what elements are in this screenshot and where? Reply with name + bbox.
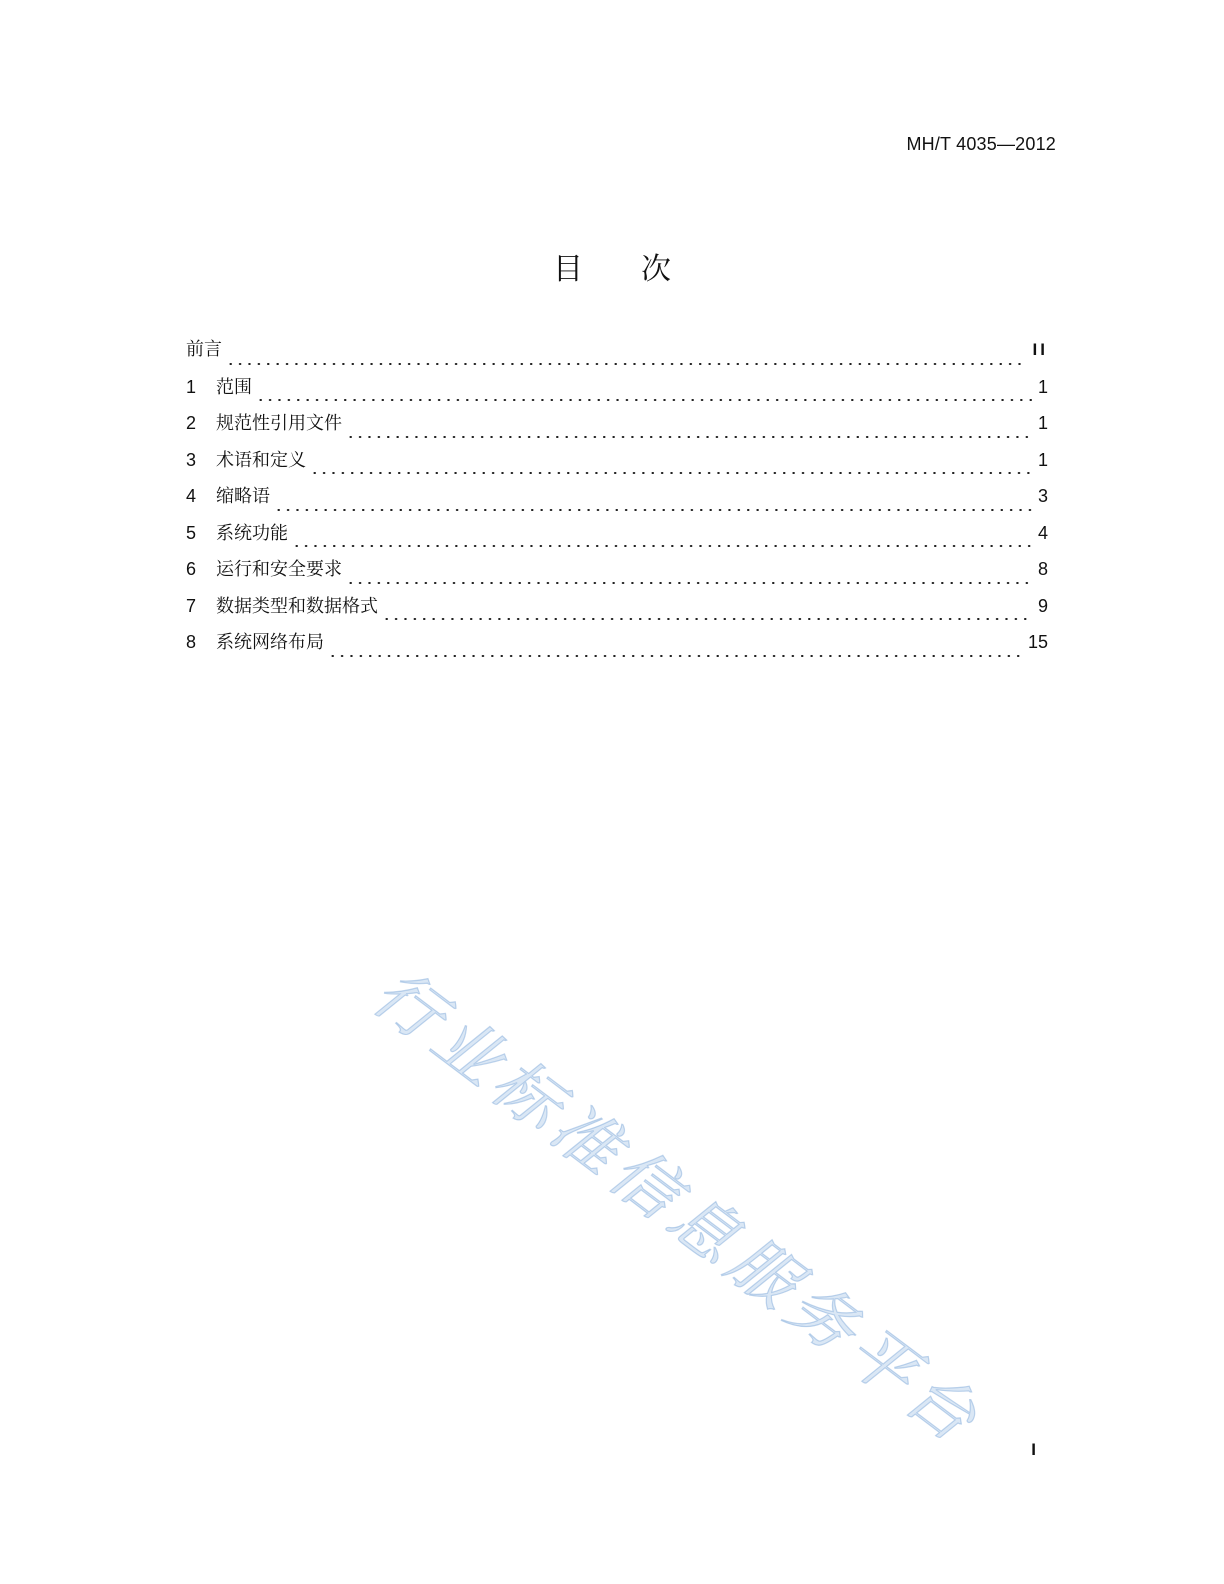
toc-entry-network-layout[interactable]	[186, 628, 1048, 665]
standard-code: MH/T 4035—2012	[906, 134, 1056, 154]
watermark: 行业标准信息服务平台	[358, 954, 997, 1462]
toc-entry-label: 术语和定义	[216, 449, 306, 471]
toc-entry-label: 运行和安全要求	[216, 559, 342, 580]
toc-leader-dots	[346, 436, 1032, 438]
toc-leader-dots	[226, 363, 1027, 365]
toc-entry-number: 4	[186, 486, 197, 506]
toc-entry-number: 6	[186, 559, 197, 579]
toc-entry-number: 1	[186, 376, 197, 397]
toc-entry-label: 缩略语	[216, 486, 270, 507]
toc-title: 目次	[553, 252, 729, 287]
toc-entry-page: II	[1032, 340, 1048, 359]
toc-entry-page: 9	[1037, 595, 1048, 616]
toc-entry-terms-definitions[interactable]	[186, 446, 1048, 483]
toc-entry-operation-security[interactable]	[186, 555, 1048, 592]
toc-entry-number: 5	[186, 522, 197, 543]
toc-entry-page: 3	[1037, 486, 1048, 506]
toc-entry-label: 系统功能	[216, 522, 288, 544]
toc-entry-scope[interactable]	[186, 373, 1048, 410]
toc-entry-data-types-formats[interactable]	[186, 592, 1048, 629]
toc-leader-dots	[328, 655, 1022, 657]
toc-entry-page: 15	[1027, 632, 1048, 652]
toc-entry-page: 1	[1037, 413, 1048, 433]
toc-entry-system-functions[interactable]	[186, 519, 1048, 556]
toc-entry-number: 3	[186, 449, 197, 470]
toc-entry-number: 8	[186, 632, 197, 652]
toc-entry-label: 前言	[186, 339, 222, 360]
toc-leader-dots	[346, 582, 1032, 584]
toc-entry-number: 2	[186, 413, 197, 433]
toc-entry-page: 4	[1037, 522, 1048, 543]
toc-entry-number: 7	[186, 595, 197, 616]
toc-leader-dots	[292, 545, 1032, 547]
toc-entry-abbreviations[interactable]	[186, 482, 1048, 519]
page-number: I	[1031, 1440, 1036, 1459]
toc-entry-page: 1	[1037, 376, 1048, 397]
toc-entry-label: 范围	[216, 376, 252, 398]
toc-entry-label: 规范性引用文件	[216, 413, 342, 434]
toc-entry-normative-references[interactable]	[186, 409, 1048, 446]
toc-entry-label: 系统网络布局	[216, 632, 324, 653]
toc-leader-dots	[382, 618, 1032, 620]
toc-entry-foreword[interactable]	[186, 336, 1048, 373]
toc-entry-label: 数据类型和数据格式	[216, 595, 378, 617]
table-of-contents	[186, 336, 1048, 665]
toc-entry-page: 1	[1037, 449, 1048, 470]
toc-leader-dots	[310, 472, 1032, 474]
toc-entry-page: 8	[1037, 559, 1048, 579]
toc-leader-dots	[274, 509, 1032, 511]
toc-leader-dots	[256, 399, 1032, 401]
